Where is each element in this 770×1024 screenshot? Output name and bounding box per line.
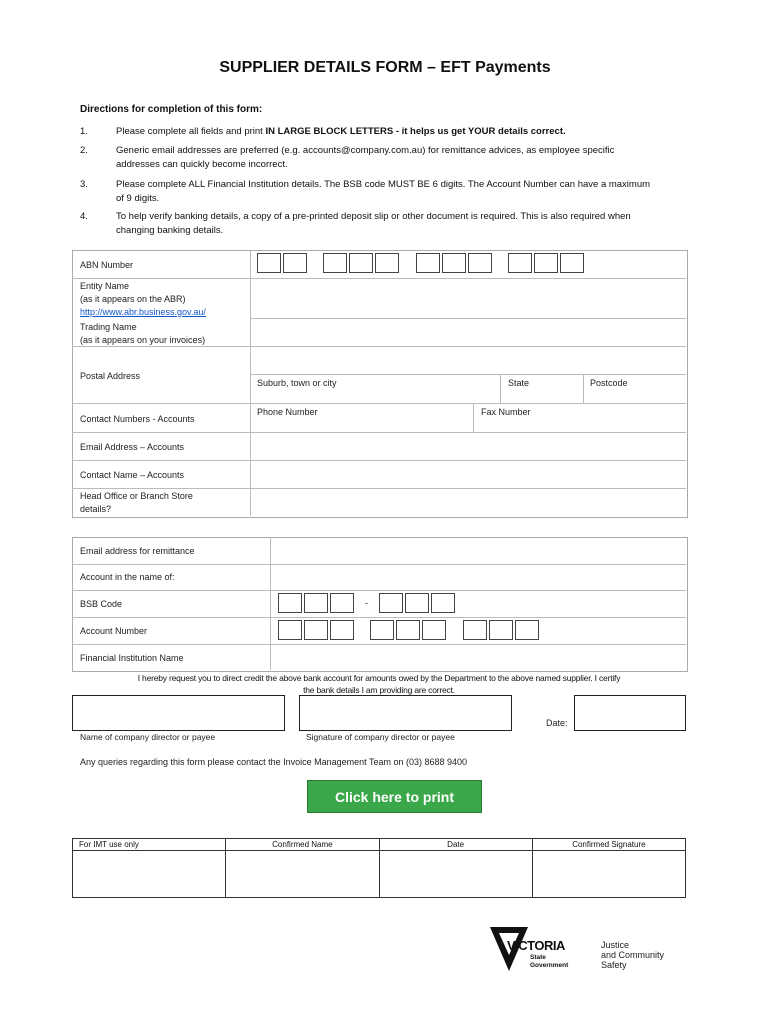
payee-name-label: Name of company director or payee <box>80 732 216 742</box>
certification-text <box>72 672 686 696</box>
direction-number: 3. <box>80 179 88 190</box>
institution-label: Financial Institution Name <box>80 653 184 663</box>
victoria-wordmark: VICTORIA <box>507 938 565 953</box>
signature-field[interactable] <box>299 695 512 731</box>
contact-name-field[interactable] <box>251 461 685 487</box>
email-accounts-field[interactable] <box>251 433 685 459</box>
direction-item: Please complete ALL Financial Institution details. The BSB code MUST BE 6 digits. The Account Number can have a maximum of 9 digits. <box>116 179 651 204</box>
direction-number: 2. <box>80 145 88 156</box>
account-digit-box[interactable] <box>489 620 513 640</box>
abr-link[interactable]: http://www.abr.business.gov.au/ <box>80 307 206 317</box>
institution-field[interactable] <box>271 645 685 669</box>
certification-line: the bank details I am providing are correct. <box>303 685 455 695</box>
directions-heading: Directions for completion of this form: <box>80 104 263 115</box>
department-line: Safety <box>601 960 627 970</box>
trading-name-label: Trading Name <box>80 322 137 332</box>
account-name-field[interactable] <box>271 565 685 589</box>
imt-cell <box>226 851 379 898</box>
direction-item: To help verify banking details, a copy of a pre-printed deposit slip or other document is required. This is also required when changing banking details. <box>116 211 631 236</box>
abn-digit-box[interactable] <box>442 253 466 273</box>
head-office-field[interactable] <box>251 489 685 515</box>
imt-cell <box>73 851 226 898</box>
certification-line: I hereby request you to direct credit the above bank account for amounts owed by the Department to the above named supplier. I certify <box>137 673 621 683</box>
direction-item: Generic email addresses are preferred (e.g. accounts@company.com.au) for remittance advices, as employee specific addresses can quickly become incorrect. <box>116 145 615 170</box>
imt-header: Date <box>379 839 532 851</box>
abn-digit-box[interactable] <box>257 253 281 273</box>
phone-number-label: Phone Number <box>257 407 318 417</box>
date-label: Date: <box>546 718 568 728</box>
department-line: and Community <box>601 950 665 960</box>
imt-header: Confirmed Signature <box>532 839 685 851</box>
bsb-digit-box[interactable] <box>278 593 302 613</box>
government-text: Government <box>530 962 569 969</box>
entity-name-note: (as it appears on the ABR) <box>80 294 186 304</box>
account-digit-box[interactable] <box>396 620 420 640</box>
abn-digit-box[interactable] <box>349 253 373 273</box>
trading-name-field[interactable] <box>251 319 685 345</box>
postcode-label: Postcode <box>590 378 628 388</box>
state-government-text <box>530 954 568 970</box>
abn-digit-box[interactable] <box>375 253 399 273</box>
contact-name-label: Contact Name – Accounts <box>80 470 185 480</box>
print-button[interactable]: Click here to print <box>307 780 482 813</box>
bsb-label: BSB Code <box>80 599 123 609</box>
direction-number: 1. <box>80 126 88 137</box>
bsb-digit-box[interactable] <box>405 593 429 613</box>
postal-address-label: Postal Address <box>80 371 141 381</box>
abn-digit-box[interactable] <box>534 253 558 273</box>
bsb-digit-box[interactable] <box>304 593 328 613</box>
head-office-label-cont: details? <box>80 504 112 514</box>
abn-digit-box[interactable] <box>508 253 532 273</box>
abn-digit-box[interactable] <box>468 253 492 273</box>
account-digit-box[interactable] <box>422 620 446 640</box>
email-accounts-label: Email Address – Accounts <box>80 442 185 452</box>
department-line: Justice <box>601 940 630 950</box>
payee-name-field[interactable] <box>72 695 285 731</box>
imt-use-table <box>72 838 686 898</box>
entity-name-label: Entity Name <box>80 281 130 291</box>
bsb-digit-box[interactable] <box>431 593 455 613</box>
email-remittance-field[interactable] <box>271 538 685 563</box>
abn-digit-box[interactable] <box>416 253 440 273</box>
account-digit-box[interactable] <box>278 620 302 640</box>
abn-digit-box[interactable] <box>323 253 347 273</box>
imt-cell <box>532 851 685 898</box>
page-title: SUPPLIER DETAILS FORM – EFT Payments <box>219 59 551 76</box>
head-office-label: Head Office or Branch Store <box>80 491 193 501</box>
date-field[interactable] <box>574 695 686 731</box>
account-digit-box[interactable] <box>515 620 539 640</box>
victoria-government-logo <box>490 925 590 973</box>
suburb-label: Suburb, town or city <box>257 378 337 388</box>
imt-cell <box>379 851 532 898</box>
abn-digit-box[interactable] <box>283 253 307 273</box>
abn-label: ABN Number <box>80 260 134 270</box>
department-name <box>601 940 664 970</box>
bsb-digit-box[interactable] <box>330 593 354 613</box>
abn-digit-box[interactable] <box>560 253 584 273</box>
direction-number: 4. <box>80 211 88 222</box>
postal-address-field[interactable] <box>251 347 685 373</box>
bsb-separator: - <box>365 598 368 608</box>
signature-label: Signature of company director or payee <box>306 732 455 742</box>
account-digit-box[interactable] <box>304 620 328 640</box>
account-digit-box[interactable] <box>330 620 354 640</box>
trading-name-note: (as it appears on your invoices) <box>80 335 206 345</box>
account-number-label: Account Number <box>80 626 148 636</box>
account-digit-box[interactable] <box>463 620 487 640</box>
queries-text: Any queries regarding this form please contact the Invoice Management Team on (03) 8688 9400 <box>80 757 468 767</box>
contact-numbers-label: Contact Numbers - Accounts <box>80 414 195 424</box>
email-remittance-label: Email address for remittance <box>80 546 195 556</box>
imt-header: Confirmed Name <box>226 839 379 851</box>
state-text: State <box>530 954 546 961</box>
account-digit-box[interactable] <box>370 620 394 640</box>
account-name-label: Account in the name of: <box>80 572 175 582</box>
fax-number-label: Fax Number <box>481 407 531 417</box>
direction-item: Please complete all fields and print IN LARGE BLOCK LETTERS - it helps us get YOUR details correct. <box>116 126 566 137</box>
entity-name-field[interactable] <box>251 279 685 317</box>
state-label: State <box>508 378 530 388</box>
bsb-digit-box[interactable] <box>379 593 403 613</box>
imt-header: For IMT use only <box>73 839 226 851</box>
